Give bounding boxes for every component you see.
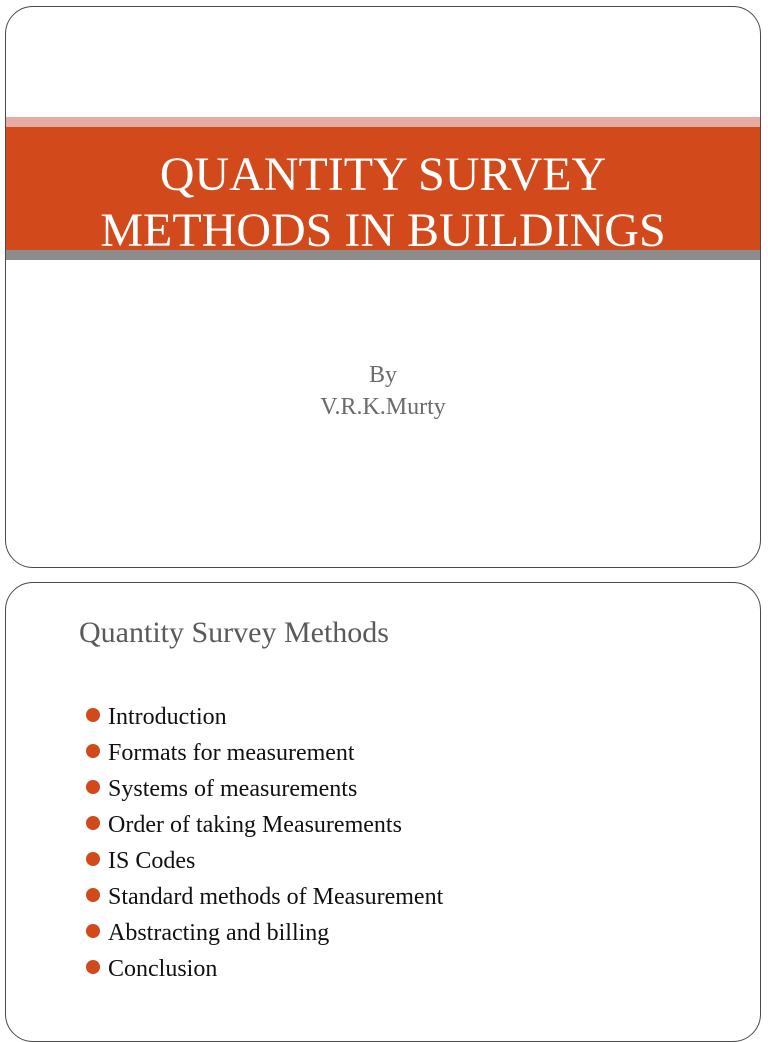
list-item-text: IS Codes: [108, 848, 196, 874]
slide-title-line-1: QUANTITY SURVEY: [159, 148, 607, 201]
title-band-top-stripe: [6, 117, 760, 127]
list-item-text: Conclusion: [108, 956, 218, 982]
list-item-text: Order of taking Measurements: [108, 812, 402, 838]
byline: [6, 359, 760, 423]
list-item: [84, 951, 443, 987]
by-label: By: [368, 362, 397, 388]
bullet-dot-icon: [86, 708, 100, 722]
list-item: [84, 915, 443, 951]
list-item: [84, 699, 443, 735]
list-item: [84, 843, 443, 879]
bullet-dot-icon: [86, 744, 100, 758]
list-item-text: Standard methods of Measurement: [108, 884, 444, 910]
list-item: [84, 807, 443, 843]
bullet-dot-icon: [86, 780, 100, 794]
title-slide: [5, 6, 761, 568]
list-item-text: Formats for measurement: [108, 740, 355, 766]
list-item: [84, 771, 443, 807]
bullet-dot-icon: [86, 852, 100, 866]
list-item: [84, 735, 443, 771]
contents-list: [84, 699, 443, 987]
contents-slide: [5, 582, 761, 1042]
bullet-dot-icon: [86, 888, 100, 902]
bullet-dot-icon: [86, 960, 100, 974]
slide-title-line-2: METHODS IN BUILDINGS: [100, 204, 666, 257]
author-name: V.R.K.Murty: [320, 394, 446, 420]
bullet-dot-icon: [86, 816, 100, 830]
slide-title: [6, 147, 760, 259]
bullet-dot-icon: [86, 924, 100, 938]
list-item-text: Abstracting and billing: [108, 920, 330, 946]
list-item-text: Introduction: [108, 704, 227, 730]
contents-heading: Quantity Survey Methods: [79, 616, 389, 649]
list-item: [84, 879, 443, 915]
list-item-text: Systems of measurements: [108, 776, 358, 802]
